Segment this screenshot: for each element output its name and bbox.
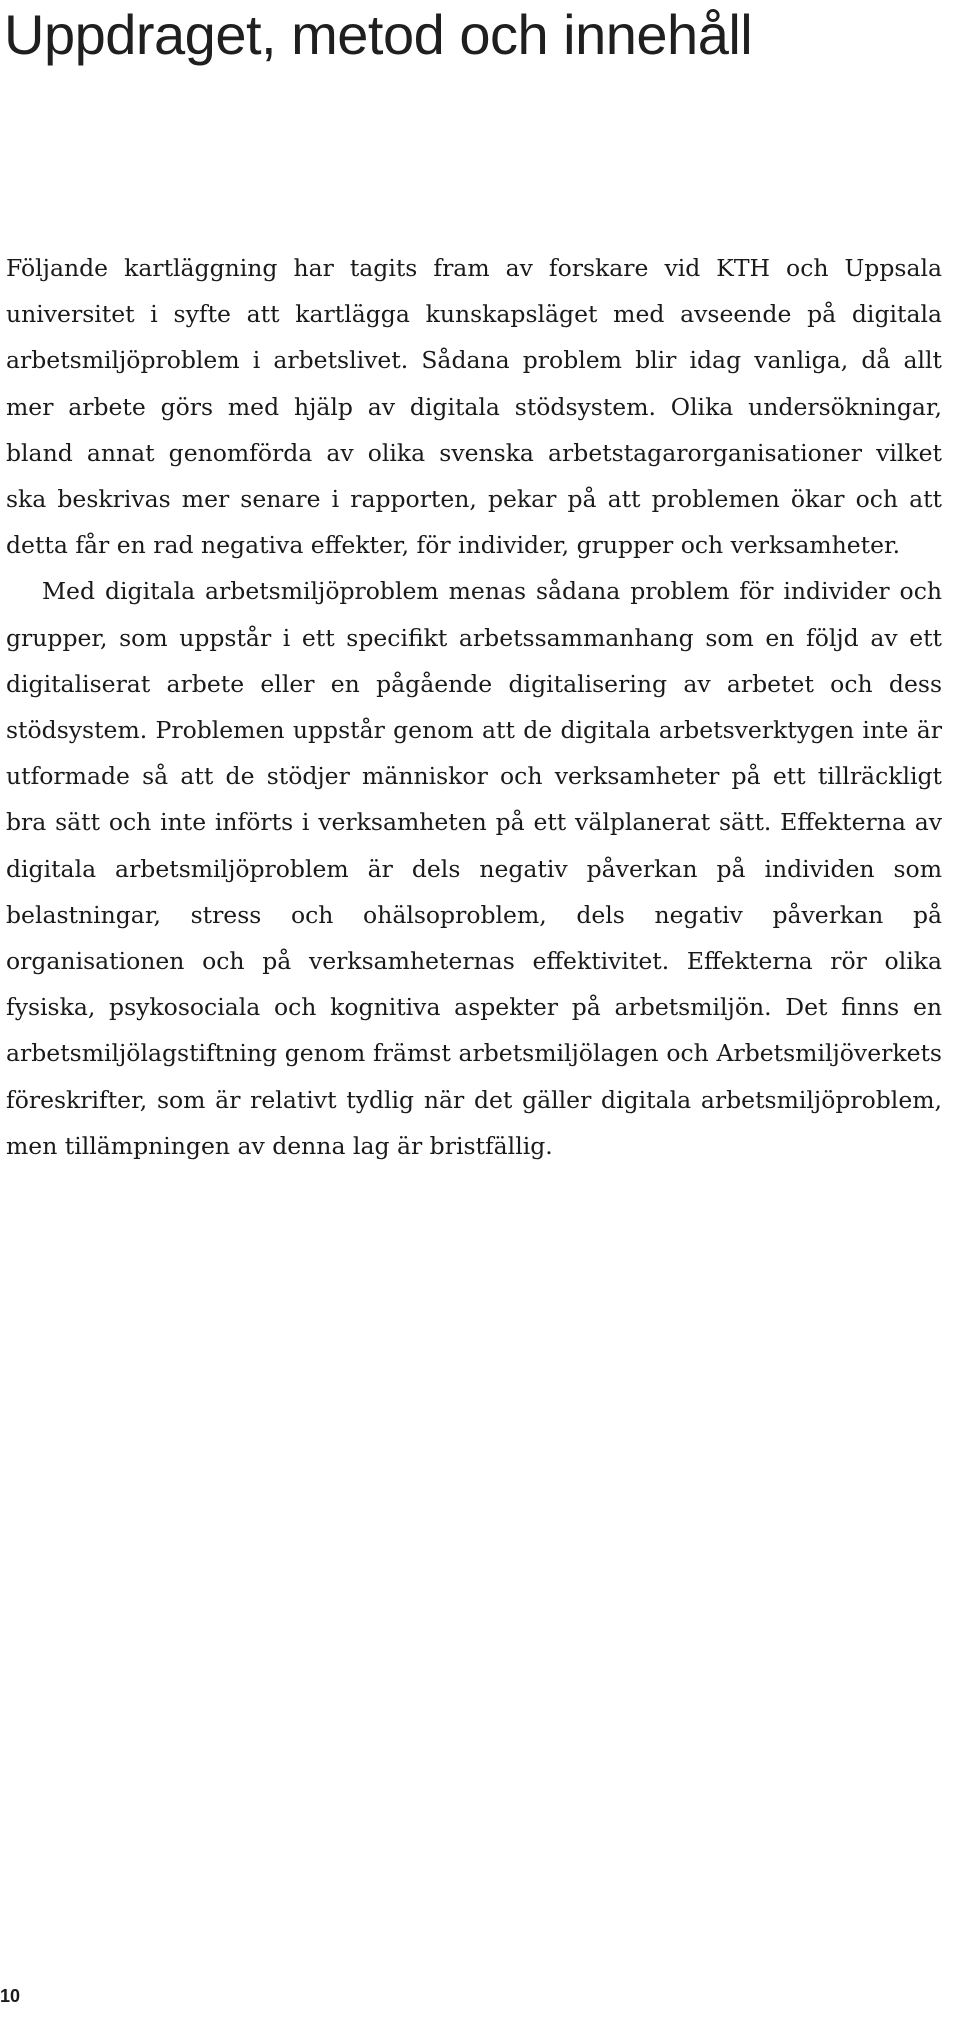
body-text [6, 245, 942, 1169]
paragraph-intro: Följande kartläggning har tagits fram av forskare vid KTH och Uppsala universitet i syfte att kartlägga kunskapsläget med avseende på digitala arbetsmiljöproblem i arbetslivet. Sådana problem blir idag vanliga, då allt mer arbete görs med hjälp av digitala stödsystem. Olika undersökningar, bland annat genomförda av olika svenska arbetstagarorganisationer vilket ska beskrivas mer senare i rapporten, pekar på att problemen ökar och att detta får en rad negativa effekter, för individer, grupper och verksamheter. [6, 254, 942, 560]
paragraph-definition: Med digitala arbetsmiljöproblem menas sådana problem för individer och grupper, som uppstår i ett specifikt arbetssammanhang som en följd av ett digitaliserat arbete eller en pågående digitalisering av arbetet och dess stödsystem. Problemen uppstår genom att de digitala arbetsverktygen inte är utformade så att de stödjer människor och verksamheter på ett tillräckligt bra sätt och inte införts i verksamheten på ett välplanerat sätt. Effekterna av digitala arbetsmiljöproblem är dels negativ påverkan på individen som belastningar, stress och ohälsoproblem, dels negativ påverkan på organisationen och på verksamheternas effektivitet. Effekterna rör olika fysiska, psykosociala och kognitiva aspekter på arbetsmiljön. Det finns en arbetsmiljölagstiftning genom främst arbetsmiljölagen och Arbetsmiljöverkets föreskrifter, som är relativt tydlig när det gäller digitala arbetsmiljöproblem, men tillämpningen av denna lag är bristfällig. [6, 577, 942, 1160]
page-title: Uppdraget, metod och innehåll [4, 3, 753, 66]
page-number: 10 [0, 1986, 21, 2006]
